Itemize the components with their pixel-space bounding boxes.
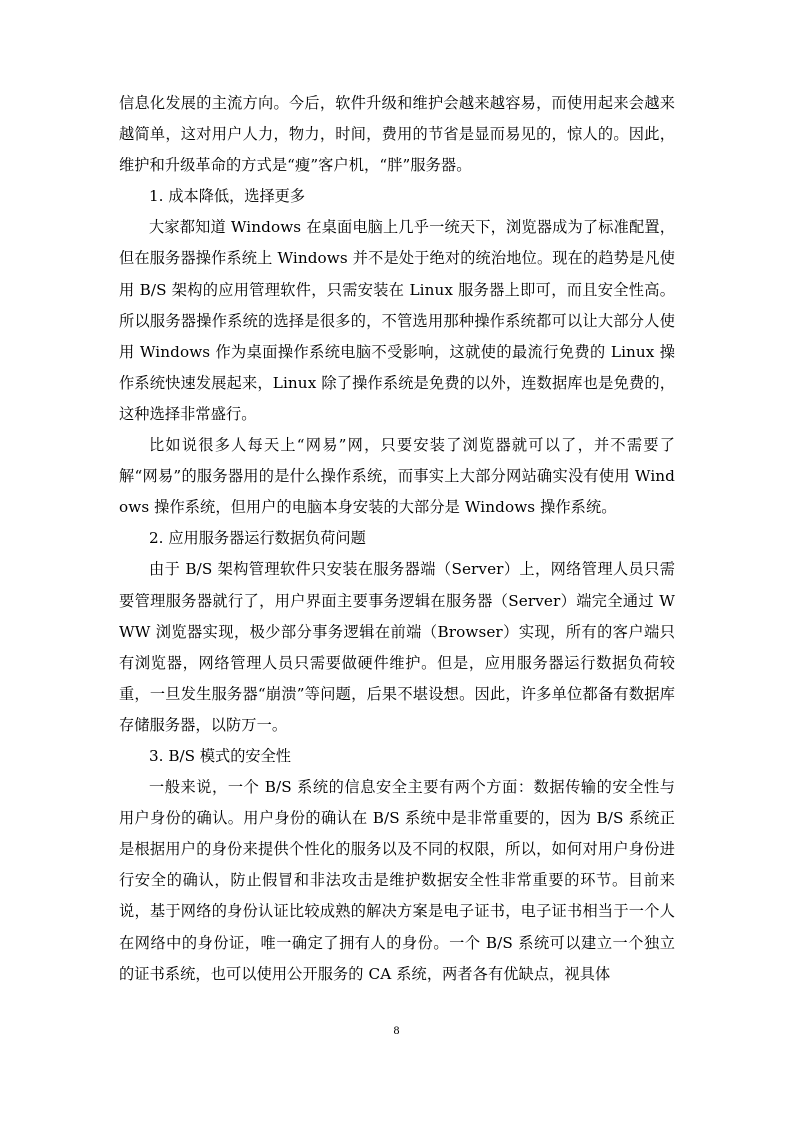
section-heading: 2. 应用服务器运行数据负荷问题 bbox=[149, 529, 366, 548]
paragraph: 大家都知道 Windows 在桌面电脑上几乎一统天下，浏览器成为了标准配置，但在服务器操作系统上 Windows 并不是处于绝对的统治地位。现在的趋势是凡使用 B/S 架构的应用管理软件，只需安装在 Linux 服务器上即可，而且安全性高。所以服务器操作系统的选择是很多的，不管选用那种操作系统都可以让大部分人使用 Windows 作为桌面操作系统电脑不受影响，这就使的最流行免费的 Linux 操作系统快速发展起来，Linux 除了操作系统是免费的以外，连数据库也是免费的，这种选择非常盛行。 bbox=[119, 218, 675, 423]
paragraph: 由于 B/S 架构管理软件只安装在服务器端（Server）上，网络管理人员只需要管理服务器就行了，用户界面主要事务逻辑在服务器（Server）端完全通过 WWW 浏览器实现，极少部分事务逻辑在前端（Browser）实现，所有的客户端只有浏览器，网络管理人员只需要做硬件维护。但是，应用服务器运行数据负荷较重，一旦发生服务器“崩溃”等问题，后果不堪设想。因此，许多单位都备有数据库存储服务器，以防万一。 bbox=[119, 560, 675, 734]
page-number: 8 bbox=[393, 1023, 400, 1037]
paragraph: 信息化发展的主流方向。今后，软件升级和维护会越来越容易，而使用起来会越来越简单，这对用户人力，物力，时间，费用的节省是显而易见的，惊人的。因此，维护和升级革命的方式是“瘦”客户机，“胖”服务器。 bbox=[119, 94, 675, 175]
paragraph: 一般来说，一个 B/S 系统的信息安全主要有两个方面：数据传输的安全性与用户身份的确认。用户身份的确认在 B/S 系统中是非常重要的，因为 B/S 系统正是根据用户的身份来提供个性化的服务以及不同的权限，所以，如何对用户身份进行安全的确认，防止假冒和非法攻击是维护数据安全性非常重要的环节。目前来说，基于网络的身份认证比较成熟的解决方案是电子证书，电子证书相当于一个人在网络中的身份证，唯一确定了拥有人的身份。一个 B/S 系统可以建立一个独立的证书系统，也可以使用公开服务的 CA 系统，两者各有优缺点，视具体 bbox=[119, 778, 675, 983]
paragraph: 比如说很多人每天上“网易”网，只要安装了浏览器就可以了，并不需要了解“网易”的服务器用的是什么操作系统，而事实上大部分网站确实没有使用 Windows 操作系统，但用户的电脑本身安装的大部分是 Windows 操作系统。 bbox=[119, 436, 675, 517]
section-heading: 3. B/S 模式的安全性 bbox=[149, 746, 291, 765]
section-heading: 1. 成本降低，选择更多 bbox=[149, 187, 306, 206]
body-text bbox=[119, 88, 675, 990]
